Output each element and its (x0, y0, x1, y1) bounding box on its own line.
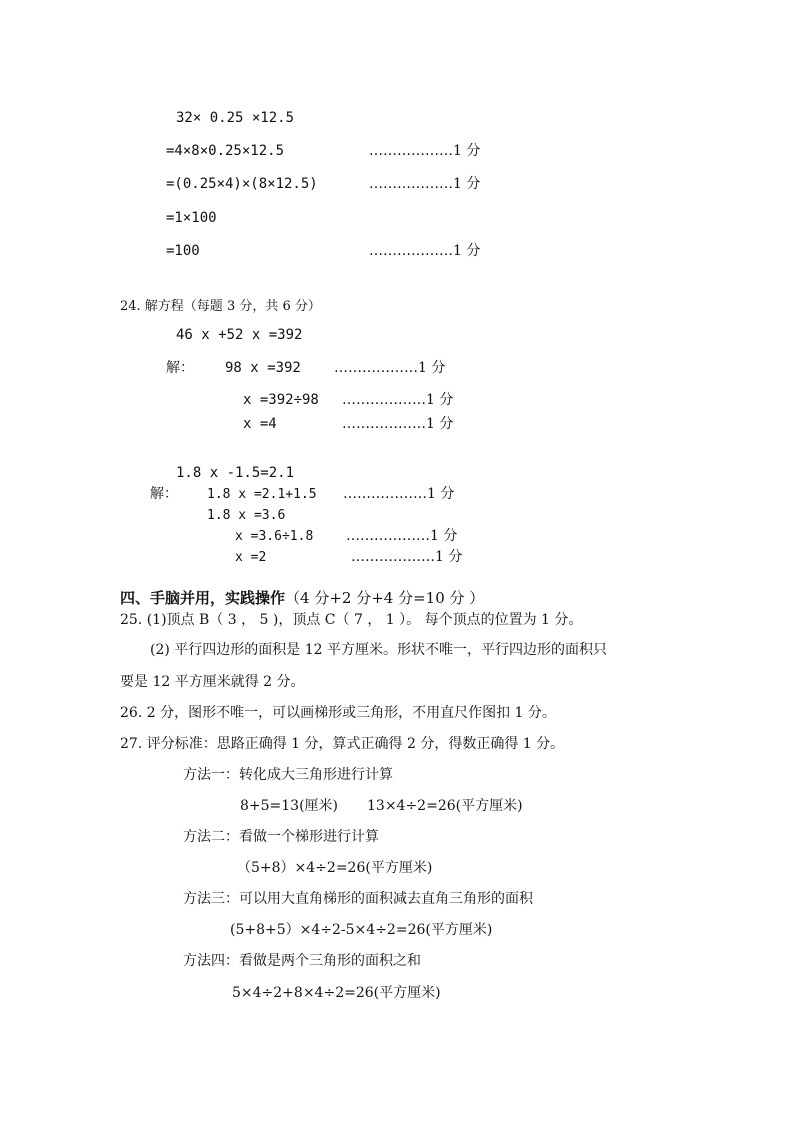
q24-eq2-step-1: 1.8 x =2.1+1.5 (207, 487, 317, 502)
method-1-title: 方法一：转化成大三角形进行计算 (183, 767, 393, 783)
q24-eq1-step-1: 98 x =392 (225, 360, 301, 376)
score-calc-2: ………………1 分 (369, 143, 481, 159)
calc-line-1: 32× 0.25 ×12.5 (176, 110, 295, 126)
calc-line-5: =100 (166, 243, 200, 259)
method-2-title: 方法二：看做一个梯形进行计算 (183, 829, 379, 845)
q24-eq2-step-3: x =3.6÷1.8 (235, 529, 314, 544)
section-4-heading (120, 591, 484, 606)
method-1-calc-b: 13×4÷2=26(平方厘米) (367, 798, 523, 814)
q24-eq2-solution-label: 解： (150, 486, 178, 502)
q24-eq1-step-2: x =392÷98 (243, 392, 319, 408)
calc-line-2: =4×8×0.25×12.5 (166, 143, 285, 159)
score-q24-eq1-step-3: ………………1 分 (342, 416, 454, 432)
q27-criteria: 27. 评分标准：思路正确得 1 分，算式正确得 2 分，得数正确得 1 分。 (120, 736, 565, 752)
q24-eq2-step-4: x =2 (235, 550, 267, 565)
q24-eq1-solution-label: 解： (166, 360, 194, 376)
score-calc-3: ………………1 分 (369, 176, 481, 192)
q24-eq2: 1.8 x -1.5=2.1 (176, 465, 295, 481)
q25-part-2-line-1: (2) 平行四边形的面积是 12 平方厘米。形状不唯一，平行四边形的面积只 (150, 642, 607, 658)
calc-line-3: =(0.25×4)×(8×12.5) (166, 176, 318, 192)
method-4-title: 方法四：看做是两个三角形的面积之和 (183, 953, 421, 969)
q24-title: 24. 解方程（每题 3 分，共 6 分） (120, 299, 321, 314)
score-q24-eq1-step-2: ………………1 分 (342, 392, 454, 408)
method-3-calc: (5+8+5）×4÷2-5×4÷2=26(平方厘米) (230, 922, 493, 938)
method-3-title: 方法三：可以用大直角梯形的面积减去直角三角形的面积 (183, 891, 533, 907)
method-2-calc: （5+8）×4÷2=26(平方厘米) (237, 860, 433, 876)
score-calc-5: ………………1 分 (369, 243, 481, 259)
q26-answer: 26. 2 分，图形不唯一，可以画梯形或三角形，不用直尺作图扣 1 分。 (120, 705, 556, 721)
q25-part-2-line-2: 要是 12 平方厘米就得 2 分。 (120, 674, 305, 690)
score-q24-eq2-step-4: ………………1 分 (351, 549, 463, 565)
calc-line-4: =1×100 (166, 210, 217, 226)
score-q24-eq2-step-1: ………………1 分 (343, 486, 455, 502)
q24-eq1-step-3: x =4 (243, 416, 277, 432)
q24-eq2-step-2: 1.8 x =3.6 (207, 508, 286, 523)
score-q24-eq2-step-3: ………………1 分 (346, 528, 458, 544)
score-q24-eq1-step-1: ………………1 分 (334, 360, 446, 376)
method-4-calc: 5×4÷2+8×4÷2=26(平方厘米) (232, 985, 441, 1001)
section-4-title: 四、手脑并用，实践操作 (120, 589, 286, 607)
q24-eq1: 46 x +52 x =392 (176, 327, 303, 343)
method-1-calc-a: 8+5=13(厘米) (240, 798, 339, 814)
section-4-score: （4 分+2 分+4 分=10 分 ） (285, 589, 485, 607)
q25-part-1: 25. (1)顶点 B（ 3 ， 5 )，顶点 C（ 7 ， 1 ）。 每个顶点的位置为 1 分。 (120, 612, 583, 628)
